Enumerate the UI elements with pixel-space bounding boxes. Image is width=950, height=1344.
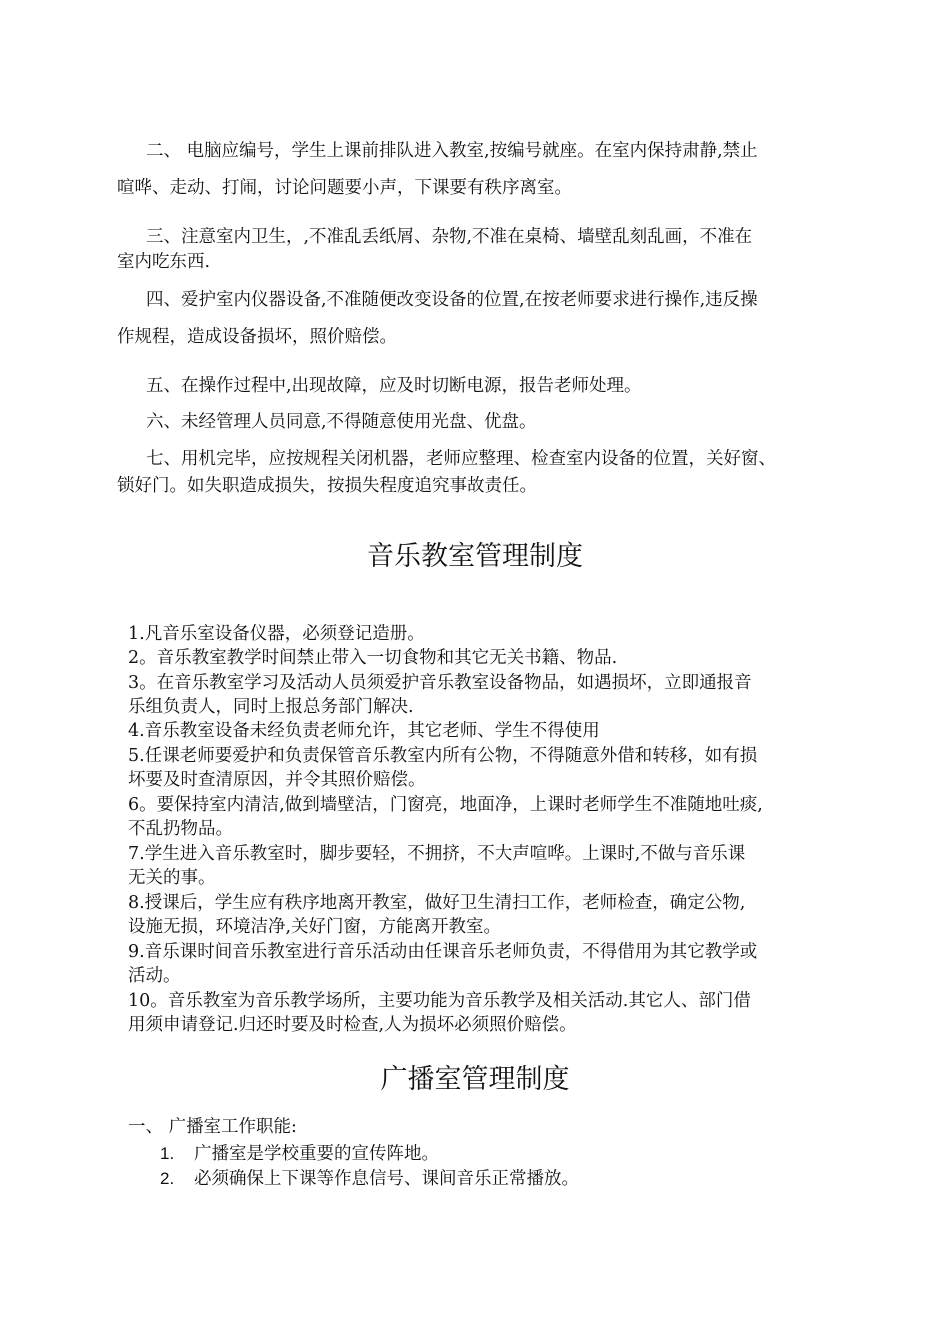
broadcast-heading: 一、 广播室工作职能: [128,1117,297,1137]
music-rule-line: 活动。 [128,966,181,986]
computer-rule-2-line-1: 二、 电脑应编号，学生上课前排队进入教室,按编号就座。在室内保持肃静,禁止 [146,141,758,161]
music-rule-line: 5.任课老师要爱护和负责保管音乐教室内所有公物，不得随意外借和转移，如有损 [128,746,758,766]
broadcast-item-1-number: 1. [160,1144,175,1163]
computer-rule-6: 六、未经管理人员同意,不得随意使用光盘、优盘。 [146,412,537,432]
music-rule-line: 乐组负责人，同时上报总务部门解决. [128,697,414,717]
computer-rule-4-line-2: 作规程，造成设备损坏，照价赔偿。 [117,327,397,347]
music-rule-line: 设施无损，环境洁净,关好门窗，方能离开教室。 [128,917,502,937]
computer-rule-3-line-1: 三、注意室内卫生，,不准乱丢纸屑、杂物,不准在桌椅、墙壁乱刻乱画，不准在 [146,227,753,247]
music-rule-line: 无关的事。 [128,868,216,888]
music-rule-line: 9.音乐课时间音乐教室进行音乐活动由任课音乐老师负责，不得借用为其它教学或 [128,942,758,962]
music-rule-line: 8.授课后，学生应有秩序地离开教室，做好卫生清扫工作，老师检查，确定公物, [128,893,746,913]
broadcast-item-2-text: 必须确保上下课等作息信号、课间音乐正常播放。 [194,1169,579,1189]
computer-rule-5: 五、在操作过程中,出现故障，应及时切断电源，报告老师处理。 [146,376,642,396]
music-rule-line: 1.凡音乐室设备仪器，必须登记造册。 [128,624,425,644]
computer-rule-7-line-1: 七、用机完毕，应按规程关闭机器，老师应整理、检查室内设备的位置，关好窗、 [146,449,776,469]
broadcast-section-title: 广播室管理制度 [380,1064,570,1095]
music-rule-line: 坏要及时查清原因，并令其照价赔偿。 [128,770,426,790]
broadcast-item-1-text: 广播室是学校重要的宣传阵地。 [194,1144,439,1164]
broadcast-item-2-number: 2. [160,1169,175,1188]
music-rule-line: 不乱扔物品。 [128,819,233,839]
computer-rule-4-line-1: 四、爱护室内仪器设备,不准随便改变设备的位置,在按老师要求进行操作,违反操 [146,290,758,310]
music-rule-line: 4.音乐教室设备未经负责老师允许，其它老师、学生不得使用 [128,721,600,741]
music-rule-line: 2。音乐教室教学时间禁止带入一切食物和其它无关书籍、物品. [128,648,618,668]
computer-rule-3-line-2: 室内吃东西. [117,252,211,272]
music-rule-line: 6。要保持室内清洁,做到墙壁洁，门窗亮，地面净，上课时老师学生不准随地吐痰, [128,795,763,815]
music-rule-line: 10。音乐教室为音乐教学场所，主要功能为音乐教学及相关活动.其它人、部门借 [128,991,751,1011]
music-rule-line: 3。在音乐教室学习及活动人员须爱护音乐教室设备物品，如遇损坏，立即通报音 [128,673,752,693]
music-rule-line: 用须申请登记.归还时要及时检查,人为损坏必须照价赔偿。 [128,1015,577,1035]
computer-rule-7-line-2: 锁好门。如失职造成损失，按损失程度追究事故责任。 [117,476,537,496]
music-rule-line: 7.学生进入音乐教室时，脚步要轻，不拥挤，不大声喧哗。上课时,不做与音乐课 [128,844,746,864]
computer-rule-2-line-2: 喧哗、走动、打闹，讨论问题要小声，下课要有秩序离室。 [117,178,572,198]
music-section-title: 音乐教室管理制度 [367,541,583,572]
